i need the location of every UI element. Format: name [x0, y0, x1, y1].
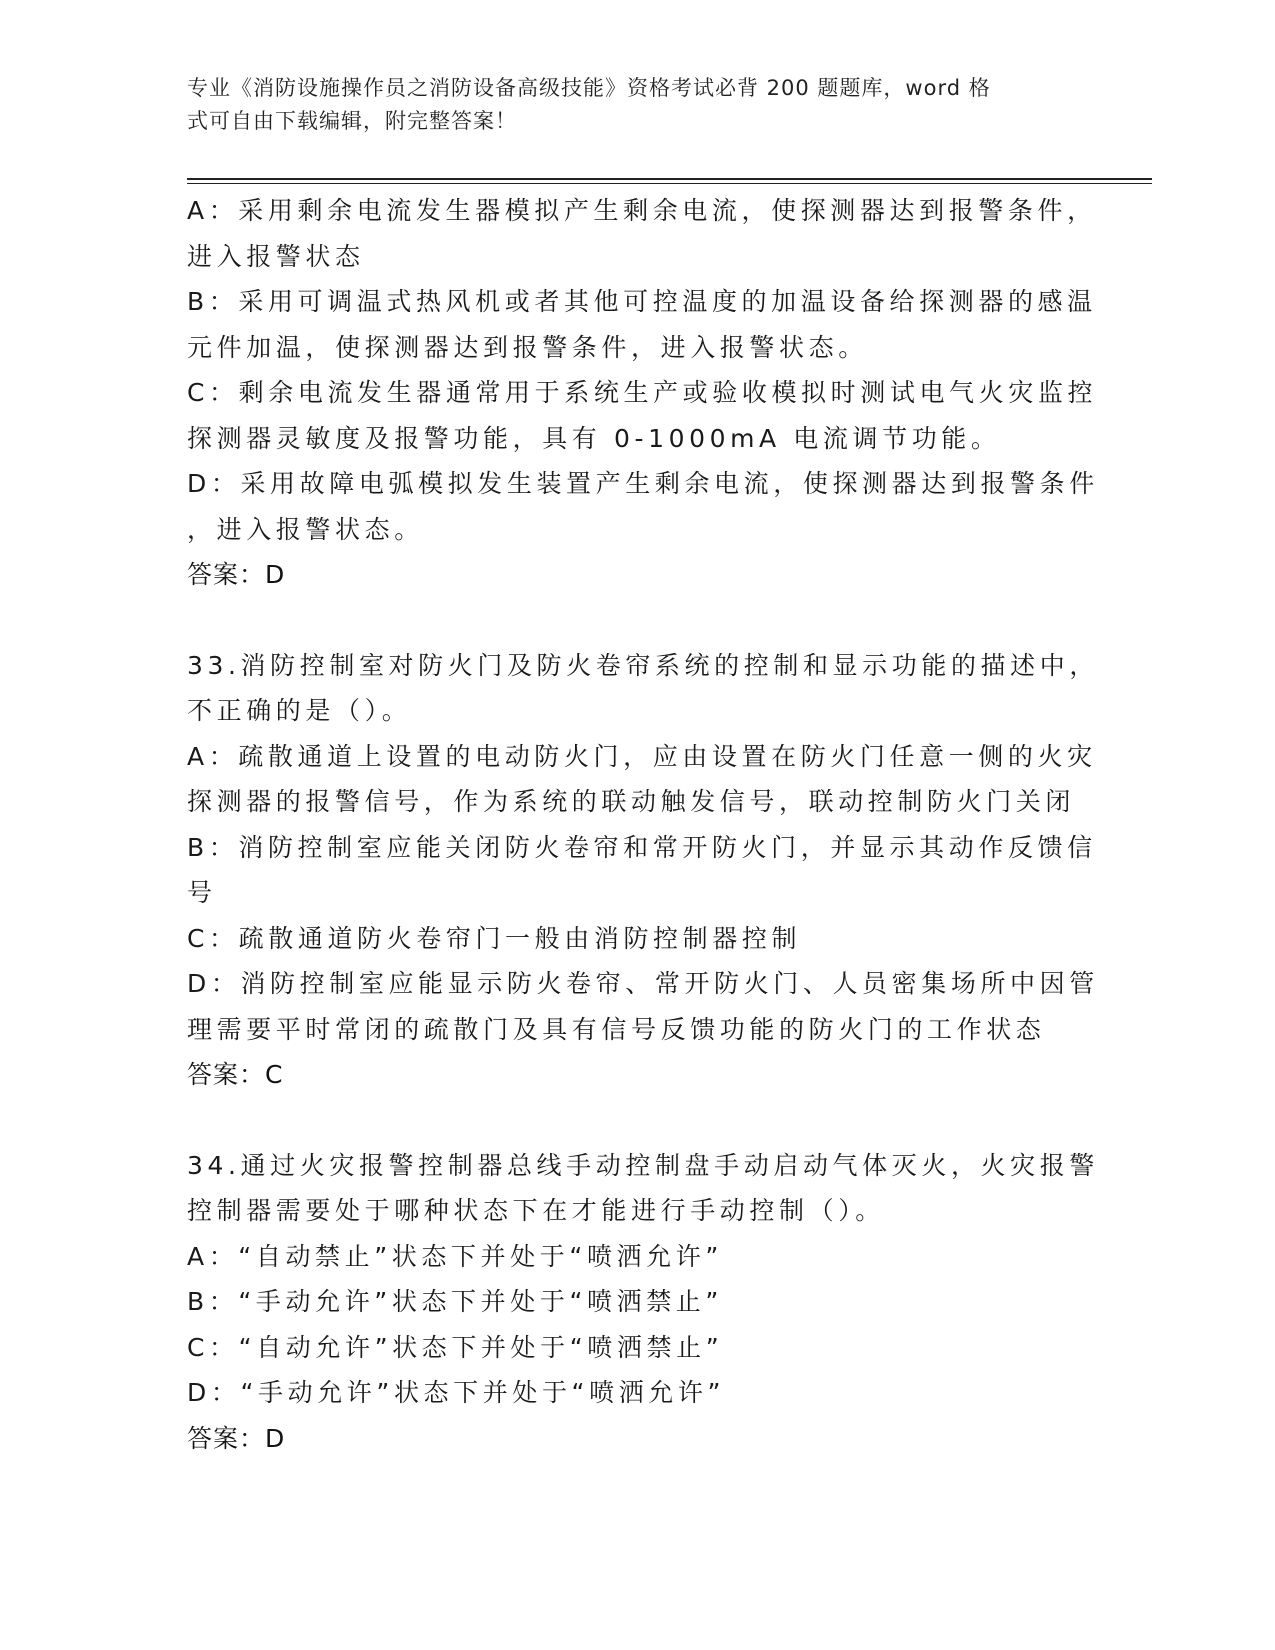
- option-line: 号: [187, 878, 217, 907]
- answer-line: 答案：D: [187, 560, 286, 589]
- option-line: A：“自动禁止”状态下并处于“喷洒允许”: [187, 1241, 723, 1271]
- spacer: [187, 598, 1087, 643]
- option-d: [187, 1370, 1087, 1416]
- option-c: [187, 1325, 1087, 1371]
- stem-line: 不正确的是（）。: [187, 696, 412, 725]
- option-line: 进入报警状态: [187, 241, 365, 271]
- option-a: [187, 734, 1097, 825]
- option-b: [187, 825, 1097, 916]
- option-line: C：剩余电流发生器通常用于系统生产或验收模拟时测试电气火灾监控: [187, 378, 1098, 407]
- option-a: [187, 1234, 1087, 1280]
- option-c: [187, 916, 1087, 962]
- header-line-1: 专业《消防设施操作员之消防设备高级技能》资格考试必背 200 题题库，word 格: [187, 76, 991, 100]
- option-b: [187, 279, 1097, 370]
- header-rule-thick: [187, 178, 1152, 180]
- stem-line: 控制器需要处于哪种状态下在才能进行手动控制（）。: [187, 1196, 885, 1225]
- option-line: A：采用剩余电流发生器模拟产生剩余电流，使探测器达到报警条件，: [187, 196, 1097, 225]
- option-line: D：消防控制室应能显示防火卷帘、常开防火门、人员密集场所中因管: [187, 969, 1099, 998]
- option-line: 探测器灵敏度及报警功能，具有 0-1000mA 电流调节功能。: [187, 423, 1001, 453]
- option-line: B：“手动允许”状态下并处于“喷洒禁止”: [187, 1287, 723, 1316]
- document-body: [187, 188, 1099, 1461]
- option-line: C：“自动允许”状态下并处于“喷洒禁止”: [187, 1332, 724, 1362]
- option-line: 理需要平时常闭的疏散门及具有信号反馈功能的防火门的工作状态: [187, 1014, 1046, 1044]
- stem-line: 33.消防控制室对防火门及防火卷帘系统的控制和显示功能的描述中，: [187, 650, 1099, 680]
- stem-line: 34.通过火灾报警控制器总线手动控制盘手动启动气体灭火，火灾报警: [187, 1150, 1099, 1180]
- option-line: B：消防控制室应能关闭防火卷帘和常开防火门，并显示其动作反馈信: [187, 832, 1097, 862]
- header-line-2: 式可自由下载编辑，附完整答案！: [187, 109, 517, 133]
- question-33: [187, 643, 1099, 1098]
- option-line: 探测器的报警信号，作为系统的联动触发信号，联动控制防火门关闭: [187, 787, 1076, 816]
- option-line: D：采用故障电弧模拟发生装置产生剩余电流，使探测器达到报警条件: [187, 469, 1099, 498]
- question-32-continued: [187, 188, 1099, 598]
- header-rule-thin: [187, 183, 1152, 184]
- option-a: [187, 188, 1097, 279]
- option-line: B：采用可调温式热风机或者其他可控温度的加温设备给探测器的感温: [187, 287, 1097, 316]
- option-d: [187, 961, 1099, 1052]
- option-line: ，进入报警状态。: [187, 514, 424, 544]
- option-line: D：“手动允许”状态下并处于“喷洒允许”: [187, 1378, 726, 1407]
- spacer: [187, 1098, 1087, 1143]
- answer-line: 答案：D: [187, 1423, 286, 1453]
- question-stem: [187, 1143, 1099, 1234]
- question-stem: [187, 643, 1099, 734]
- option-line: C：疏散通道防火卷帘门一般由消防控制器控制: [187, 923, 802, 953]
- option-line: 元件加温，使探测器达到报警条件，进入报警状态。: [187, 332, 868, 362]
- option-c: [187, 370, 1098, 461]
- question-34: [187, 1143, 1099, 1462]
- option-d: [187, 461, 1099, 552]
- document-header: [187, 72, 1067, 138]
- option-b: [187, 1279, 1087, 1325]
- option-line: A：疏散通道上设置的电动防火门，应由设置在防火门任意一侧的火灾: [187, 741, 1097, 771]
- answer-line: 答案：C: [187, 1060, 284, 1089]
